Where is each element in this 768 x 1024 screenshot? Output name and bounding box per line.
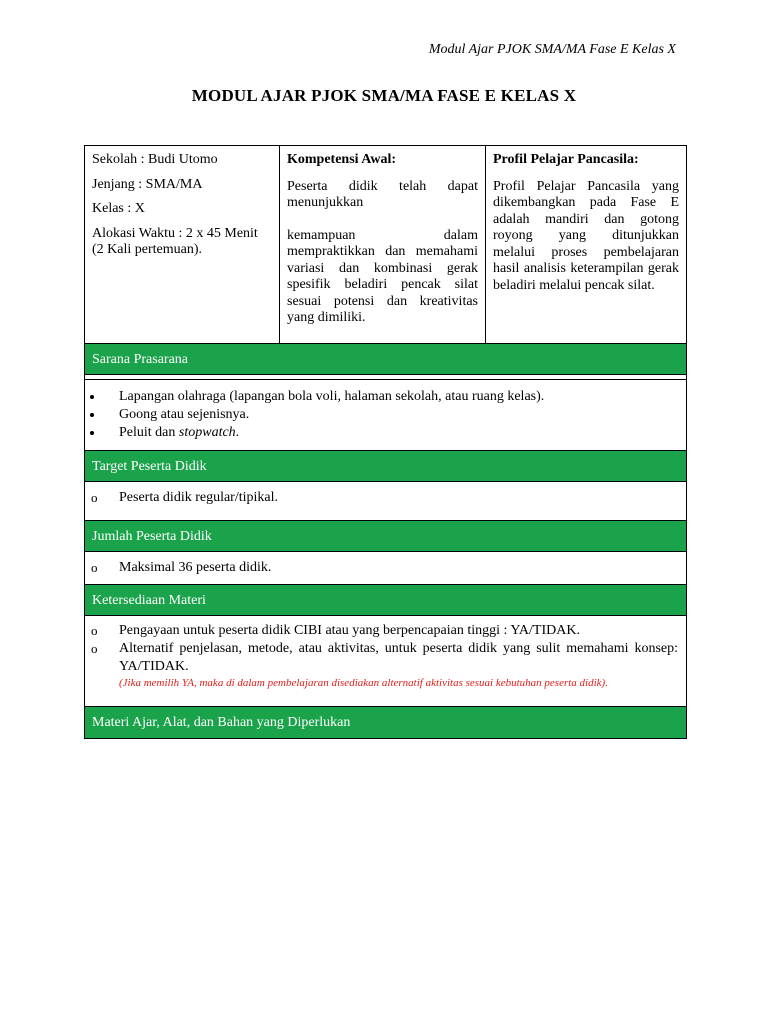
level: Jenjang : SMA/MA — [92, 176, 203, 192]
identity-column — [85, 146, 280, 343]
bullet-icon — [85, 388, 119, 406]
class: Kelas : X — [92, 201, 145, 216]
list-item: o Alternatif penjelasan, metode, atau aktivitas, untuk peserta didik yang sulit memahami konsep: YA/TIDAK. — [85, 640, 686, 676]
list-item: Peluit dan stopwatch. — [85, 424, 686, 442]
section-sarana-prasarana: Sarana Prasarana — [85, 344, 686, 375]
target-list — [85, 482, 686, 521]
italic-term: stopwatch — [178, 425, 236, 440]
initial-competence-text: kemampuan dalam mempraktikkan dan memahami variasi dan kombinasi gerak spesifik beladiri pencak silat sesuai potensi dan kreativitas yang dimiliki. — [287, 227, 478, 325]
time-allocation: Alokasi Waktu : 2 x 45 Menit (2 Kali pertemuan). — [92, 225, 258, 257]
section-ketersediaan-materi: Ketersediaan Materi — [85, 585, 686, 616]
circle-bullet-icon: o — [91, 490, 98, 505]
sarana-list — [85, 380, 686, 451]
initial-competence-heading: Kompetensi Awal: — [287, 152, 397, 167]
section-jumlah-peserta-didik: Jumlah Peserta Didik — [85, 521, 686, 552]
pancasila-profile-column — [486, 146, 686, 343]
circle-bullet-icon: o — [91, 560, 98, 575]
ketersediaan-list — [85, 616, 686, 707]
section-target-peserta-didik: Target Peserta Didik — [85, 451, 686, 482]
bullet-icon — [85, 406, 119, 424]
school-name: Sekolah : Budi Utomo — [92, 152, 218, 167]
section-materi-ajar: Materi Ajar, Alat, dan Bahan yang Diperlukan — [85, 707, 686, 738]
jumlah-list — [85, 552, 686, 585]
running-header: Modul Ajar PJOK SMA/MA Fase E Kelas X — [428, 42, 676, 57]
list-item: Lapangan olahraga (lapangan bola voli, halaman sekolah, atau ruang kelas). — [85, 388, 686, 406]
initial-competence-column — [280, 146, 486, 343]
bullet-icon — [85, 424, 119, 442]
list-item: Goong atau sejenisnya. — [85, 406, 686, 424]
pancasila-profile-text: Profil Pelajar Pancasila yang dikembangkan pada Fase E adalah mandiri dan gotong royong yang ditunjukkan melalui proses pembelajaran hasil analisis keterampilan gerak beladiri melalui pencak silat. — [493, 178, 679, 293]
lesson-module-table — [84, 145, 687, 739]
list-item: o Pengayaan untuk peserta didik CIBI atau yang berpencapaian tinggi : YA/TIDAK. — [85, 622, 686, 640]
initial-competence-intro: Peserta didik telah dapat menunjukkan — [287, 178, 478, 210]
pancasila-profile-heading: Profil Pelajar Pancasila: — [493, 152, 639, 167]
circle-bullet-icon: o — [91, 623, 98, 638]
document-title: MODUL AJAR PJOK SMA/MA FASE E KELAS X — [191, 86, 577, 105]
list-item: o Maksimal 36 peserta didik. — [85, 559, 686, 577]
identity-row — [85, 146, 686, 344]
selection-note: (Jika memilih YA, maka di dalam pembelajaran disediakan alternatif aktivitas sesuai kebutuhan peserta didik). — [119, 677, 608, 689]
list-item: o Peserta didik regular/tipikal. — [85, 489, 686, 507]
circle-bullet-icon: o — [91, 641, 98, 656]
